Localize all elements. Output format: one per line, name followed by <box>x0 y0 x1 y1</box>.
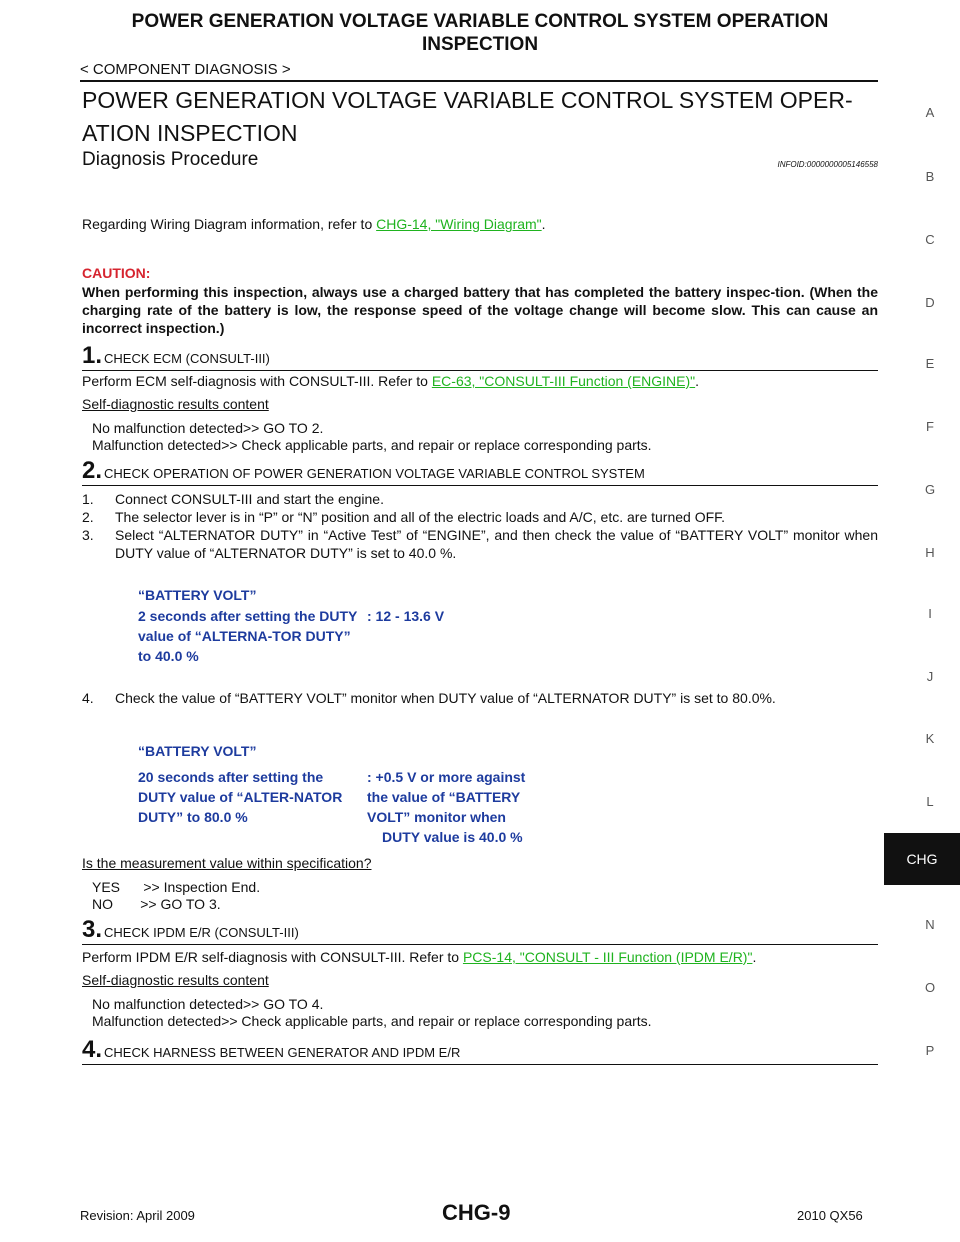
step-2-title: CHECK OPERATION OF POWER GENERATION VOLTAGE VARIABLE CONTROL SYSTEM <box>104 466 645 481</box>
step-2-header <box>82 453 878 483</box>
side-tab-o[interactable]: O <box>924 980 936 995</box>
spec-2-label: “BATTERY VOLT” <box>138 743 257 759</box>
step-4-number: 4. <box>82 1036 103 1063</box>
spec-2-value-line-4: DUTY value is 40.0 % <box>382 829 523 845</box>
step-3-results-label: Self-diagnostic results content <box>82 972 269 988</box>
step-1-title: CHECK ECM (CONSULT-III) <box>104 351 270 366</box>
list-text: Connect CONSULT-III and start the engine. <box>115 491 384 507</box>
side-tab-c[interactable]: C <box>925 232 935 247</box>
step-3-title: CHECK IPDM E/R (CONSULT-III) <box>104 925 299 940</box>
side-tab-p[interactable]: P <box>925 1043 935 1058</box>
step-2-no: NO >> GO TO 3. <box>92 896 221 912</box>
spec-1-condition: 2 seconds after setting the DUTY value of “ALTERNA-TOR DUTY” to 40.0 % <box>138 608 358 664</box>
spec-2-value-line-3: VOLT” monitor when <box>367 809 506 825</box>
step-2-divider <box>82 485 878 486</box>
step-3-result-no: No malfunction detected>> GO TO 4. <box>92 996 324 1012</box>
step-1-results-label: Self-diagnostic results content <box>82 396 269 412</box>
wiring-diagram-link[interactable]: CHG-14, "Wiring Diagram" <box>376 216 542 232</box>
step-2-number: 2. <box>82 457 103 484</box>
spec-1-value: : 12 - 13.6 V <box>367 608 445 624</box>
step-1-divider <box>82 370 878 371</box>
list-item <box>82 526 878 562</box>
side-tab-e[interactable]: E <box>925 356 935 371</box>
step-3-number: 3. <box>82 916 103 943</box>
side-tab-h[interactable]: H <box>925 545 935 560</box>
list-number: 1. <box>82 491 94 507</box>
side-tab-k[interactable]: K <box>925 731 935 746</box>
list-item <box>82 490 878 508</box>
side-tab-i[interactable]: I <box>928 606 932 621</box>
spec-2-value-line-1: : +0.5 V or more against <box>367 769 526 785</box>
subheading: Diagnosis Procedure <box>82 149 259 170</box>
step-1-text-suffix: . <box>695 373 700 389</box>
caution-text: When performing this inspection, always use a charged battery that has completed the battery inspec-tion. (When the charging rate of the battery is low, the response speed of the voltage change will become slow. This can cause an incorrect inspection.) <box>82 284 878 336</box>
step-3-header <box>82 912 878 942</box>
ecm-consult-link[interactable]: EC-63, "CONSULT-III Function (ENGINE)" <box>431 373 696 389</box>
step-2-yes: YES >> Inspection End. <box>92 879 261 895</box>
step-4-divider <box>82 1064 878 1065</box>
list-number: 3. <box>82 527 94 543</box>
footer-revision: Revision: April 2009 <box>80 1208 195 1223</box>
step-3-instruction <box>82 949 878 966</box>
list-text: Check the value of “BATTERY VOLT” monitor when DUTY value of “ALTERNATOR DUTY” is set to 80.0%. <box>115 690 776 706</box>
list-number: 2. <box>82 509 94 525</box>
caution-title: CAUTION: <box>82 265 151 281</box>
side-tab-chg-active[interactable]: CHG <box>884 833 960 885</box>
step-4-header <box>82 1032 878 1062</box>
breadcrumb: < COMPONENT DIAGNOSIS > <box>80 61 291 78</box>
side-tab-g[interactable]: G <box>924 482 936 497</box>
spec-2-value-line-2: the value of “BATTERY <box>367 789 521 805</box>
step-1-result-yes: Malfunction detected>> Check applicable parts, and repair or replace corresponding parts. <box>92 437 652 453</box>
step-1-header <box>82 338 878 368</box>
step-1-instruction <box>82 373 878 390</box>
step-1-number: 1. <box>82 342 103 369</box>
list-text: The selector lever is in “P” or “N” position and all of the electric loads and A/C, etc. are turned OFF. <box>115 509 726 525</box>
list-item <box>82 508 878 526</box>
header-divider <box>80 80 878 82</box>
spec-1-label: “BATTERY VOLT” <box>138 587 257 603</box>
page-heading: POWER GENERATION VOLTAGE VARIABLE CONTROL SYSTEM OPER-ATION INSPECTION <box>82 87 853 146</box>
footer-page-number: CHG-9 <box>442 1200 511 1225</box>
intro-prefix: Regarding Wiring Diagram information, refer to <box>82 216 377 232</box>
step-3-text-suffix: . <box>752 949 757 965</box>
step-1-result-no: No malfunction detected>> GO TO 2. <box>92 420 324 436</box>
list-text: Select “ALTERNATOR DUTY” in “Active Test” of “ENGINE”, and then check the value of “BATTERY VOLT” monitor when DUTY value of “ALTERNATOR DUTY” is set to 40.0 %. <box>115 527 878 561</box>
side-tab-b[interactable]: B <box>925 169 935 184</box>
list-number: 4. <box>82 690 94 706</box>
intro-suffix: . <box>541 216 546 232</box>
list-item <box>82 689 878 725</box>
side-tab-l[interactable]: L <box>926 794 934 809</box>
side-tab-a[interactable]: A <box>925 105 935 120</box>
step-2-question: Is the measurement value within specification? <box>82 855 372 871</box>
step-3-divider <box>82 944 878 945</box>
intro-paragraph <box>82 216 878 233</box>
side-tab-d[interactable]: D <box>925 295 935 310</box>
side-tab-f[interactable]: F <box>926 419 934 434</box>
footer-model: 2010 QX56 <box>797 1208 863 1223</box>
header-title: POWER GENERATION VOLTAGE VARIABLE CONTROL SYSTEM OPERATION INSPECTION <box>131 11 829 55</box>
step-3-result-yes: Malfunction detected>> Check applicable parts, and repair or replace corresponding parts. <box>92 1013 652 1029</box>
side-tab-j[interactable]: J <box>926 669 934 684</box>
spec-2-condition: 20 seconds after setting the DUTY value of “ALTER-NATOR DUTY” to 80.0 % <box>138 769 343 825</box>
ipdm-consult-link[interactable]: PCS-14, "CONSULT - III Function (IPDM E/R)" <box>462 949 753 965</box>
info-id: INFOID:0000000005146558 <box>777 160 878 169</box>
step-1-text: Perform ECM self-diagnosis with CONSULT-III. Refer to <box>82 373 432 389</box>
side-tab-n[interactable]: N <box>925 917 935 932</box>
step-4-title: CHECK HARNESS BETWEEN GENERATOR AND IPDM E/R <box>104 1045 461 1060</box>
step-3-text: Perform IPDM E/R self-diagnosis with CONSULT-III. Refer to <box>82 949 463 965</box>
